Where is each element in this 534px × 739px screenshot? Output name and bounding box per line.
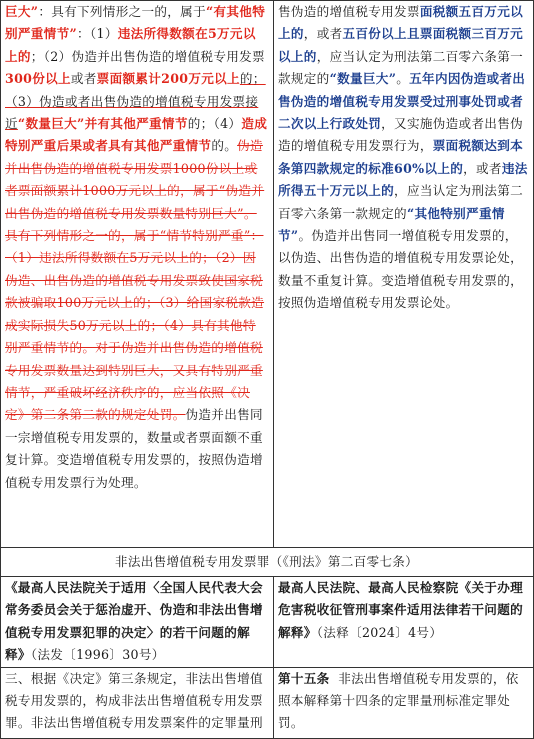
text-plain: 。 [396,71,410,87]
text-red: 300份以上 [5,71,71,87]
text-blue: “其他特别严重情节” [278,205,505,244]
bottom-right-cell [274,667,534,738]
bottom-left-cell: 三、根据《决定》第三条规定，非法出售增值税专用发票的，构成非法出售增值税专用发票罪。非法出售增值税专用发票案件的定罪量刑 [1,667,274,738]
text-plain: ；（2）伪造并出售伪造的增值税专用发票 [30,48,265,64]
section-title: 非法出售增值税专用发票罪（《刑法》第二百零七条） [1,548,534,577]
article-text: 非法出售增值税专用发票的，依照本解释第十四条的定罪量刑标准定罪处罚。 [278,670,519,731]
text-red: 票面额累计200万元以上 [96,71,240,87]
text-plain: ，或者 [303,26,343,42]
table-row [1,1,534,548]
article-number: 第十五条 [278,670,330,686]
text-plain: ，又实施伪造或者出售伪造的增值税专用发票行为， [278,116,523,154]
text-red: 巨大” [5,4,39,19]
text-plain: 伪造并出售同一宗增值税专用发票的，数量或者票面额不重复计算。变造增值税专用发票的，按照伪造增值税专用发票行为处理。 [5,407,263,490]
law-number: （法发〔1996〕30号） [30,647,165,663]
table-row [1,548,534,577]
text-blue: 票面税额达到本条第四款规定的标准60%以上的 [278,138,523,176]
top-left-cell [1,1,274,548]
deleted-text: 伪造并出售伪造的增值税专用发票1000份以上或者票面额累计1000万元以上的，属于“伪造并出售伪造的增值税专用发票数量特别巨大”。具有下列情形之一的，属于“情节特别严重”：（1）违法所得数额在5万元以上的；（2）因伪造、出售伪造的增值税专用发票致使国家税款被骗取100万元以上的；（3）给国家税款造成实际损失50万元以上的；（4）具有其他特别严重情节的。对于伪造并出售伪造的增值税专用发票数量达到特别巨大，又具有特别严重情节，严重破坏经济秩序的，应当依照《决定》第二条第二款的规定处罚。 [5,138,265,423]
law-number: （法释〔2024〕4号） [316,624,443,640]
text-plain: 售伪造的增值税专用发票 [278,4,420,19]
text-red: “数量巨大”并有其他严重情节 [17,116,188,132]
text-plain: 的；（3）伪造或者出售伪造的增值税专用发票接近 [5,71,266,132]
text-plain: ，应当认定为刑法第二百零六条第一款规定的 [278,183,523,221]
heading-right-cell [274,577,534,668]
table-row [1,667,534,738]
heading-left-cell [1,577,274,668]
top-right-cell [274,1,534,548]
text-plain: ：（1） [77,26,118,42]
text-plain: ，或者 [463,160,502,176]
text-blue: 五年内因伪造或者出售伪造的增值税专用发票受过刑事处罚或者二次以上行政处罚 [278,71,526,132]
law-title: 《最高人民法院关于适用〈全国人民代表大会常务委员会关于惩治虚开、伪造和非法出售增值税专用发票犯罪的决定〉的若干问题的解释》 [5,580,263,663]
text-red: “有其他特别严重情节” [5,4,266,42]
text-red: 造成特别严重后果或者具有其他严重情节 [5,116,268,154]
text-plain: 的；（4） [187,116,242,132]
text-plain: ：具有下列情形之一的，属于 [38,4,206,19]
text-red: 违法所得数额在5万元以上的 [5,26,256,64]
text-blue: 面税额五百万元以上的 [278,4,523,42]
text-plain: 或者 [70,71,97,87]
law-title: 最高人民法院、最高人民检察院《关于办理危害税收征管刑事案件适用法律若干问题的解释》 [278,580,523,640]
text-plain: 的。 [211,138,238,154]
text-plain: ，应当认定为刑法第二百零六条第一款规定的 [278,48,523,87]
table-row [1,577,534,668]
text-blue: “数量巨大” [329,71,397,87]
text-blue: 五百份以上且票面税额三百万元以上的 [278,26,523,64]
text-plain: 。伪造并出售同一增值税专用发票的，以伪造、出售伪造的增值税专用发票论处，数量不重复计算。变造增值税专用发票的，按照伪造增值税专用发票论处。 [278,228,523,311]
text-blue: 违法所得五十万元以上的 [278,160,528,199]
